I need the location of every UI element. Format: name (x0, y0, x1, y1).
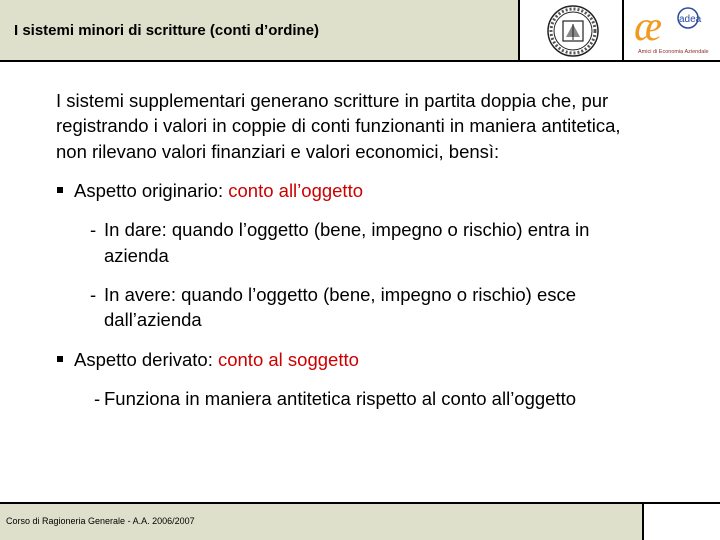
bullet-prefix: Aspetto originario: (74, 180, 229, 202)
sub-item-text: In avere: quando l’oggetto (bene, impegno o rischio) esce dall’azienda (104, 284, 577, 331)
adea-logo-icon (632, 4, 714, 58)
adea-logo-tagline: Amici di Economia Aziendale (638, 49, 709, 55)
bullet-item (56, 178, 656, 203)
bullet-prefix: Aspetto derivato: (74, 348, 218, 370)
adea-logo-box (624, 0, 720, 62)
sub-item-text: Funziona in maniera antitetica rispetto al conto all’oggetto (104, 388, 577, 410)
footer-course-label: Corso di Ragioneria Generale - A.A. 2006/2007 (6, 516, 195, 526)
university-seal-icon (546, 4, 600, 58)
adea-logo-text: adea (679, 14, 702, 25)
slide-body (56, 88, 656, 411)
intro-paragraph: I sistemi supplementari generano scritture in partita doppia che, pur registrando i valori in coppie di conti funzionanti in maniera antitetica, non rilevano valori finanziari e valori economici, bensì: (56, 90, 621, 162)
slide-title: I sistemi minori di scritture (conti d’ordine) (14, 22, 320, 39)
bullet-highlight: conto all’oggetto (228, 180, 364, 202)
footer-divider (0, 502, 720, 504)
dash-marker: - (90, 219, 97, 241)
square-bullet-icon (57, 187, 63, 193)
sub-item (56, 386, 656, 411)
sub-item (56, 217, 656, 268)
sub-item (56, 282, 656, 333)
bullet-item (56, 347, 656, 372)
header-divider (0, 60, 720, 62)
slide-footer (0, 502, 720, 540)
title-band (0, 0, 520, 62)
footer-band (0, 502, 644, 540)
dash-marker: - (90, 284, 97, 306)
university-seal-box (520, 0, 624, 62)
sub-item-text: In dare: quando l’oggetto (bene, impegno o rischio) entra in azienda (104, 219, 590, 266)
adea-logo-mark: æ (634, 4, 663, 50)
dash-marker: - (94, 388, 101, 410)
bullet-highlight: conto al soggetto (217, 348, 359, 370)
slide-header (0, 0, 720, 62)
square-bullet-icon (57, 356, 63, 362)
